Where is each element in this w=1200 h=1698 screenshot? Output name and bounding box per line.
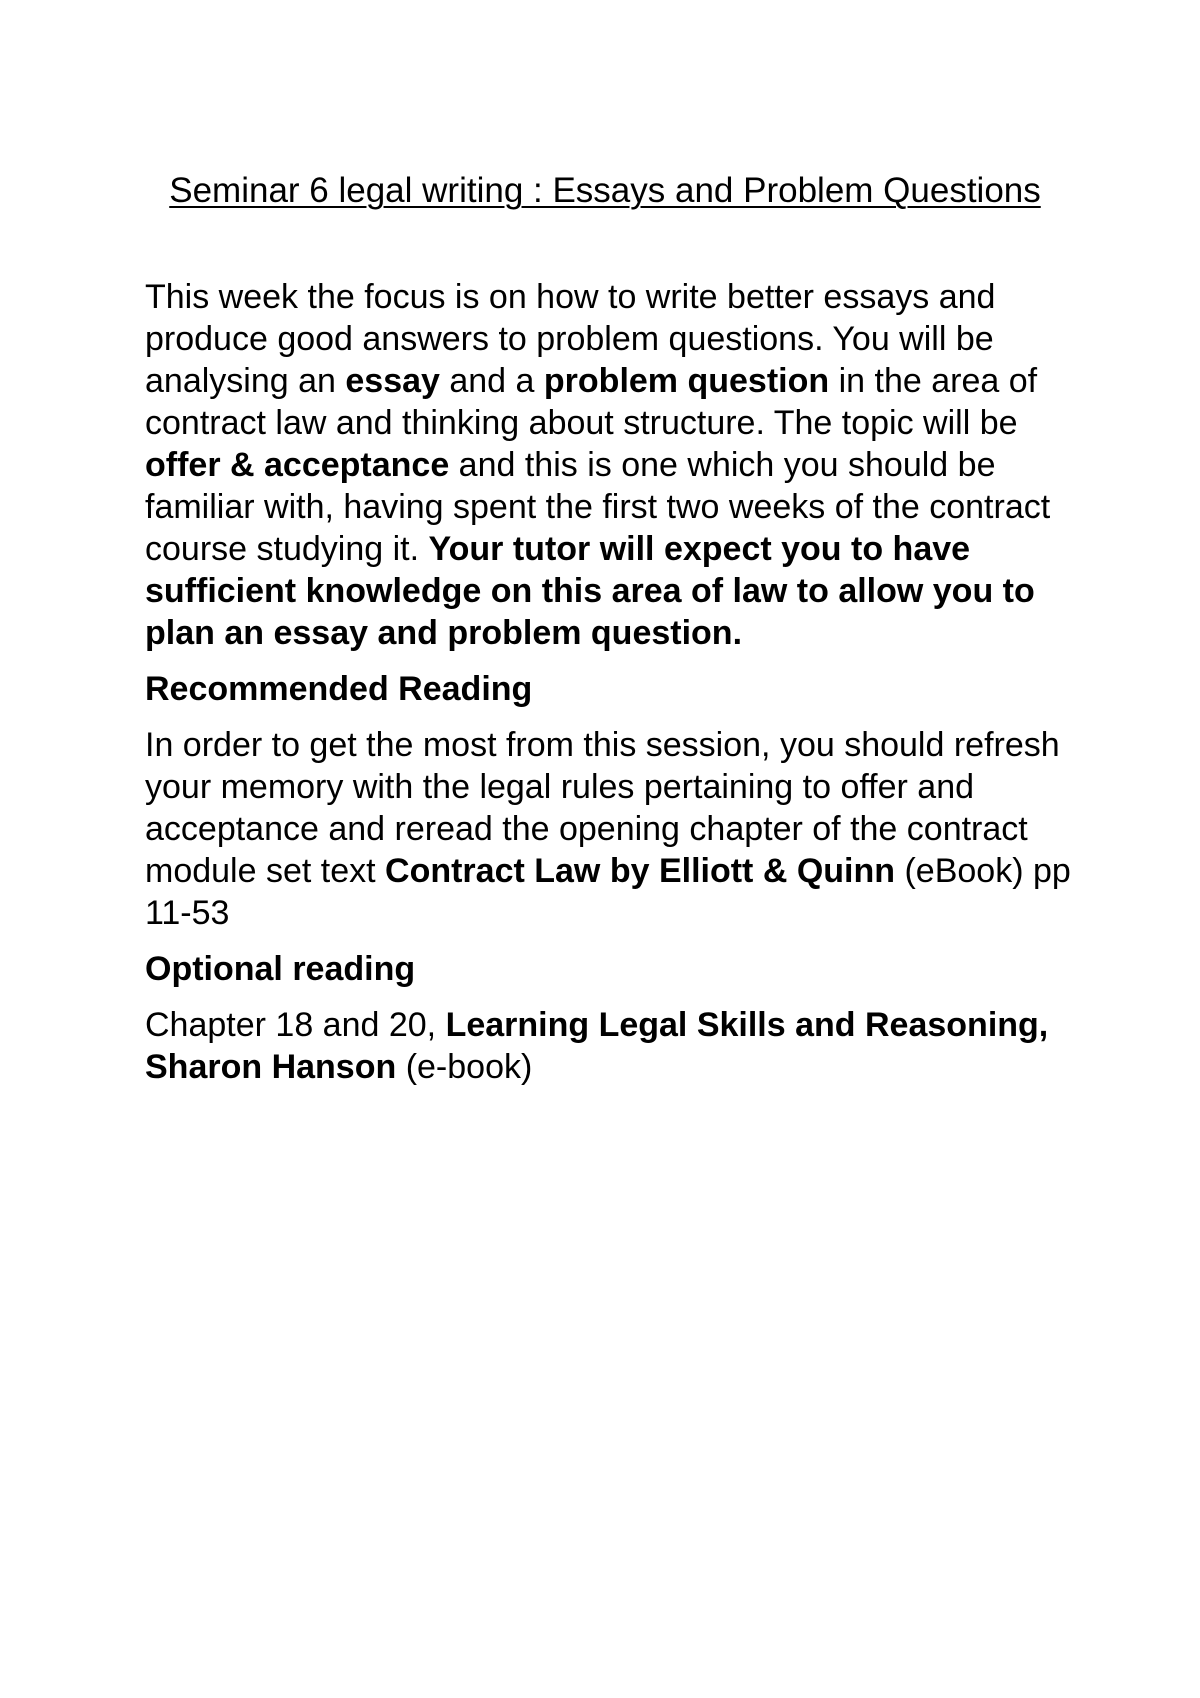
intro-bold-offer-acceptance: offer & acceptance [145, 446, 450, 484]
page-title: Seminar 6 legal writing : Essays and Problem Questions [169, 171, 1041, 210]
document-body [145, 276, 1075, 1102]
recommended-bold-set-text: Contract Law by Elliott & Quinn [385, 852, 896, 890]
intro-paragraph [145, 276, 1075, 654]
recommended-text-1: In order to get the most from this session, you should refresh your memory with the legal rules pertaining to offer and acceptance and reread the opening chapter of the contract module set text [145, 726, 1060, 890]
intro-text-1: This week the focus is on how to write better essays and produce good answers to problem questions. You will be analysing an [145, 278, 996, 400]
intro-bold-tutor-expectation: Your tutor will expect you to have sufficient knowledge on this area of law to allow you to plan an essay and problem question. [145, 530, 1035, 652]
intro-text-4: and this is one which you should be familiar with, having spent the first two weeks of the contract course studying it. [145, 446, 1051, 568]
intro-bold-essay: essay [345, 362, 440, 400]
intro-bold-problem-question: problem question [543, 362, 830, 400]
intro-text-2: and a [439, 362, 544, 400]
optional-reading-heading: Optional reading [145, 950, 416, 988]
optional-reading-paragraph [145, 1004, 1075, 1088]
recommended-reading-paragraph [145, 724, 1075, 934]
intro-text-3: in the area of contract law and thinking about structure. The topic will be [145, 362, 1038, 442]
recommended-text-2: (eBook) pp 11-53 [145, 852, 1071, 932]
optional-text-2: (e-book) [396, 1048, 533, 1086]
optional-text-1: Chapter 18 and 20, [145, 1006, 446, 1044]
recommended-reading-heading: Recommended Reading [145, 670, 533, 708]
optional-bold-book: Learning Legal Skills and Reasoning, Sharon Hanson [145, 1006, 1049, 1086]
